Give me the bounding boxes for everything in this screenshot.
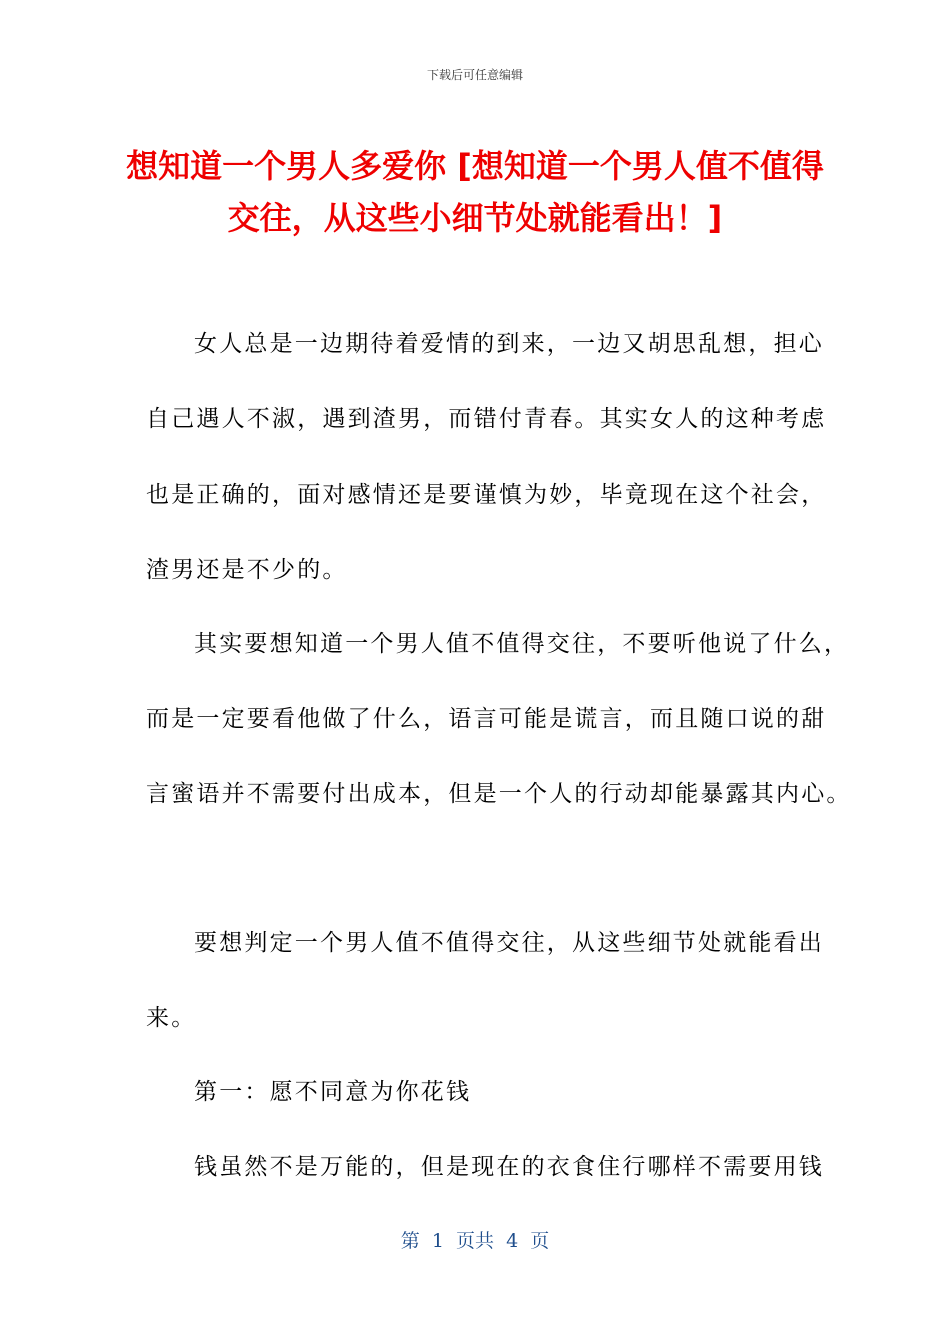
paragraph-3-line-2: 来。 [146,1005,197,1031]
header-note: 下载后可任意编辑 [426,68,523,82]
paragraph-1-line-1: 女人总是一边期待着爱情的到来，一边又胡思乱想，担心 [194,331,824,357]
paragraph-2-line-3: 言蜜语并不需要付出成本，但是一个人的行动却能暴露其内心。 [146,781,852,807]
paragraph-4-line-1: 钱虽然不是万能的，但是现在的衣食住行哪样不需要用钱 [194,1154,824,1180]
page-number-footer: 第 1 页共 4 页 [400,1230,550,1252]
paragraph-1-line-3: 也是正确的，面对感情还是要谨慎为妙，毕竟现在这个社会， [146,482,827,508]
paragraph-1-line-2: 自己遇人不淑，遇到渣男，而错付青春。其实女人的这种考虑 [146,406,827,432]
paragraph-3-line-1: 要想判定一个男人值不值得交往，从这些细节处就能看出 [194,930,824,956]
paragraph-2-line-2: 而是一定要看他做了什么，语言可能是谎言，而且随口说的甜 [146,706,827,732]
paragraph-1-line-4: 渣男还是不少的。 [146,557,348,583]
paragraph-2-line-1: 其实要想知道一个男人值不值得交往，不要听他说了什么， [194,631,850,657]
document-title: 想知道一个男人多爱你 [想知道一个男人值不值得交往，从这些小细节处就能看出！] [126,147,824,237]
section-heading-first: 第一：愿不同意为你花钱 [194,1079,472,1105]
